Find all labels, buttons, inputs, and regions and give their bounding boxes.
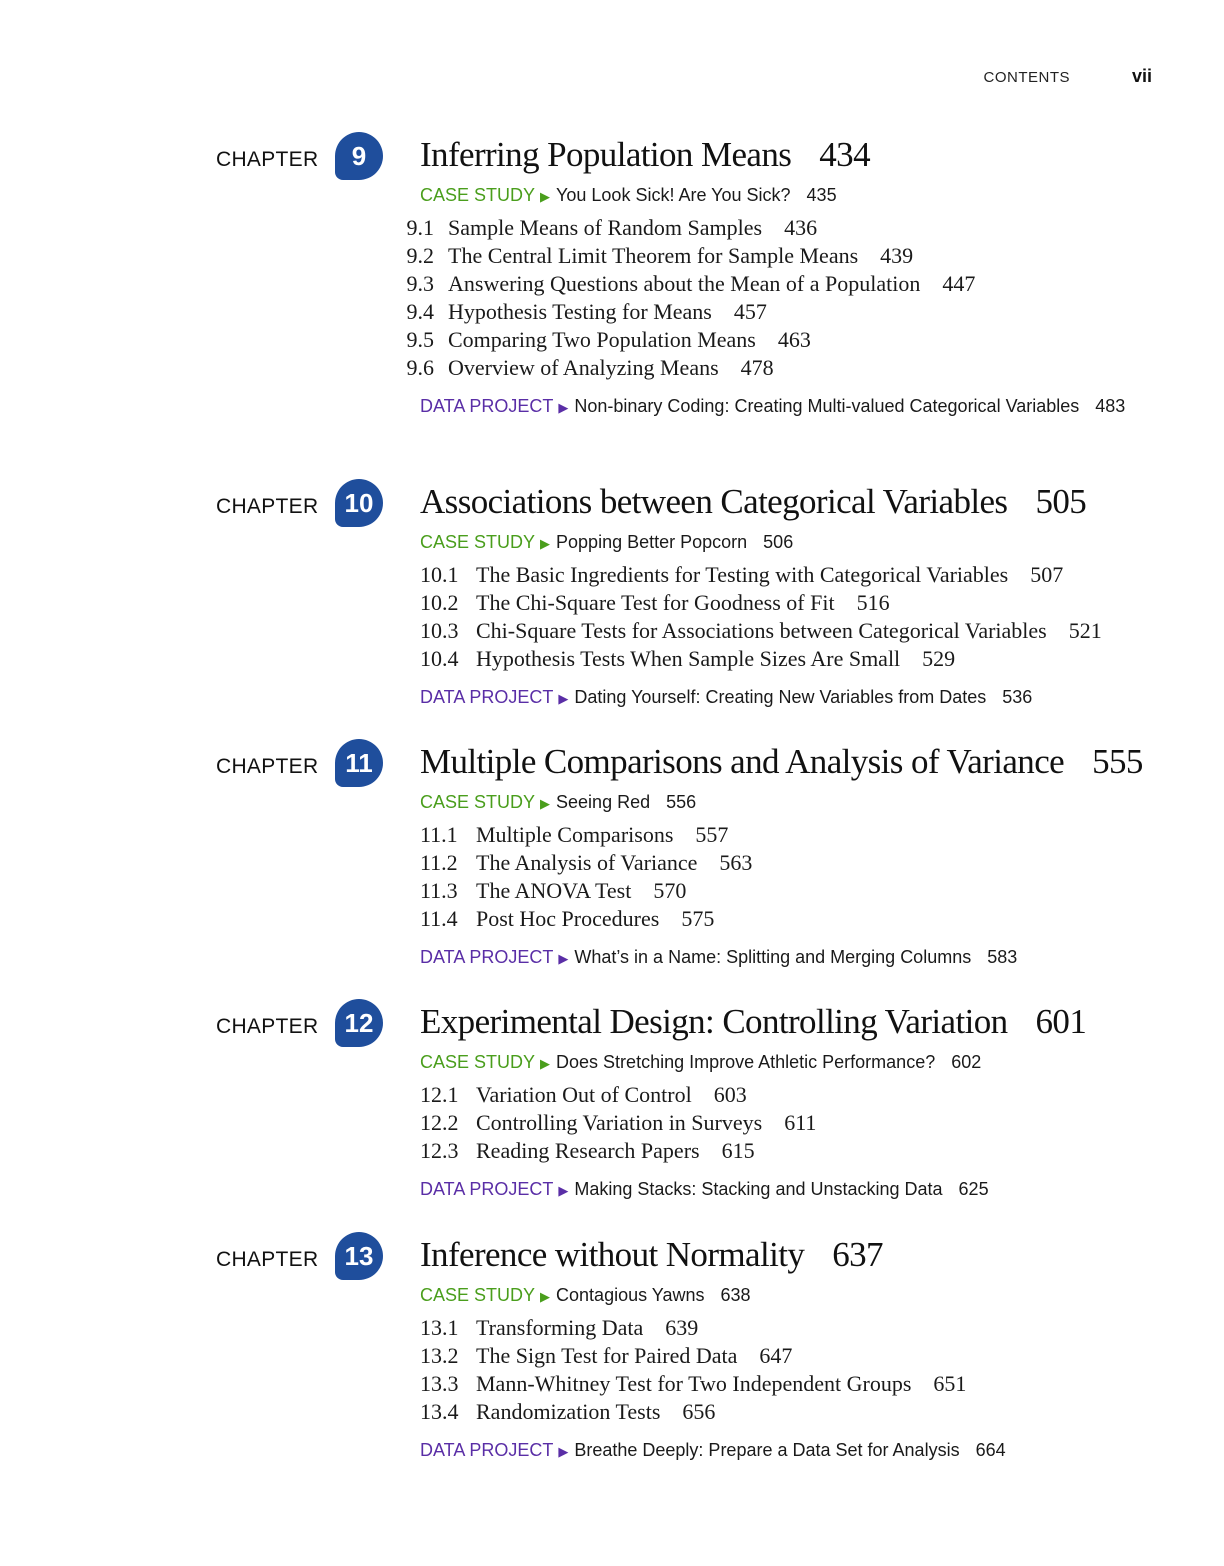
- section-entry[interactable]: [406, 354, 1164, 382]
- chapter-title-line[interactable]: [420, 999, 1164, 1045]
- section-title: Mann-Whitney Test for Two Independent Groups: [476, 1371, 912, 1396]
- data-project-label: DATA PROJECT: [420, 1440, 554, 1460]
- section-title: The Basic Ingredients for Testing with Categorical Variables: [476, 562, 1009, 587]
- section-number: 13.4: [420, 1399, 459, 1424]
- section-entry[interactable]: [420, 1109, 1164, 1137]
- section-entry[interactable]: [406, 242, 1164, 270]
- case-study-line[interactable]: [420, 1282, 1164, 1308]
- section-entry[interactable]: [420, 905, 1164, 933]
- data-project-page: 483: [1095, 396, 1126, 416]
- section-page: 447: [942, 271, 976, 296]
- section-number: 12.3: [420, 1138, 459, 1163]
- case-study-line[interactable]: [420, 789, 1164, 815]
- play-arrow-icon: ▶: [558, 400, 569, 415]
- section-entry[interactable]: [420, 589, 1164, 617]
- chapter-label: CHAPTER: [216, 148, 319, 171]
- section-number: 13.3: [420, 1371, 459, 1396]
- section-entry[interactable]: [420, 645, 1164, 673]
- data-project-label: DATA PROJECT: [420, 687, 554, 707]
- section-title: Answering Questions about the Mean of a Population: [448, 271, 921, 296]
- section-page: 615: [721, 1138, 755, 1163]
- section-title: The Sign Test for Paired Data: [476, 1343, 738, 1368]
- data-project-label: DATA PROJECT: [420, 1179, 554, 1199]
- chapter-title: Inferring Population Means: [420, 135, 792, 174]
- section-number: 10.4: [420, 646, 459, 671]
- chapter-title-line[interactable]: [420, 1232, 1164, 1278]
- section-entry[interactable]: [420, 821, 1164, 849]
- data-project-line[interactable]: [420, 943, 1164, 973]
- play-arrow-icon: ▶: [558, 951, 569, 966]
- chapter-label: CHAPTER: [216, 495, 319, 518]
- section-list: [406, 214, 1164, 382]
- section-entry[interactable]: [420, 1314, 1164, 1342]
- section-number: 10.1: [420, 562, 459, 587]
- section-page: 651: [933, 1371, 967, 1396]
- section-title: Controlling Variation in Surveys: [476, 1110, 763, 1135]
- play-arrow-icon: ▶: [540, 1289, 551, 1304]
- section-page: 570: [653, 878, 687, 903]
- chapter-title: Inference without Normality: [420, 1235, 805, 1274]
- section-title: Hypothesis Testing for Means: [448, 299, 712, 324]
- section-page: 557: [695, 822, 729, 847]
- running-head: [983, 66, 1152, 87]
- play-arrow-icon: ▶: [558, 1444, 569, 1459]
- section-entry[interactable]: [420, 877, 1164, 905]
- running-head-label: CONTENTS: [983, 69, 1070, 86]
- case-study-title: Contagious Yawns: [556, 1285, 705, 1305]
- case-study-line[interactable]: [420, 529, 1164, 555]
- chapter-label: CHAPTER: [216, 1248, 319, 1271]
- section-number: 11.4: [420, 906, 458, 931]
- chapter-number-badge: 10: [335, 479, 383, 527]
- section-title: Multiple Comparisons: [476, 822, 674, 847]
- case-study-title: Popping Better Popcorn: [556, 532, 748, 552]
- section-title: The Central Limit Theorem for Sample Means: [448, 243, 859, 268]
- data-project-line[interactable]: [420, 392, 1164, 422]
- section-page: 521: [1068, 618, 1102, 643]
- case-study-page: 506: [763, 532, 794, 552]
- play-arrow-icon: ▶: [558, 1183, 569, 1198]
- section-list: [420, 821, 1164, 933]
- section-entry[interactable]: [420, 1370, 1164, 1398]
- section-number: 10.2: [420, 590, 459, 615]
- section-number: 9.2: [406, 243, 434, 268]
- chapter-number-badge: 13: [335, 1232, 383, 1280]
- section-entry[interactable]: [406, 298, 1164, 326]
- case-study-label: CASE STUDY: [420, 1285, 536, 1305]
- case-study-label: CASE STUDY: [420, 532, 536, 552]
- section-title: The Analysis of Variance: [476, 850, 698, 875]
- data-project-page: 583: [987, 947, 1018, 967]
- case-study-label: CASE STUDY: [420, 792, 536, 812]
- section-title: Post Hoc Procedures: [476, 906, 660, 931]
- section-number: 11.1: [420, 822, 458, 847]
- section-page: 463: [777, 327, 811, 352]
- data-project-title: Dating Yourself: Creating New Variables from Dates: [574, 687, 987, 707]
- section-list: [420, 561, 1164, 673]
- page-number: vii: [1131, 66, 1152, 86]
- section-number: 9.4: [406, 299, 434, 324]
- chapter-title-line[interactable]: [420, 479, 1164, 525]
- section-number: 13.1: [420, 1315, 459, 1340]
- play-arrow-icon: ▶: [540, 796, 551, 811]
- section-page: 575: [681, 906, 715, 931]
- section-entry[interactable]: [420, 561, 1164, 589]
- section-entry[interactable]: [420, 1398, 1164, 1426]
- section-number: 9.6: [406, 355, 434, 380]
- section-number: 11.3: [420, 878, 458, 903]
- play-arrow-icon: ▶: [540, 536, 551, 551]
- section-list: [420, 1081, 1164, 1165]
- section-number: 12.2: [420, 1110, 459, 1135]
- section-title: Reading Research Papers: [476, 1138, 700, 1163]
- data-project-title: What’s in a Name: Splitting and Merging Columns: [574, 947, 972, 967]
- data-project-line[interactable]: [420, 1436, 1164, 1466]
- case-study-label: CASE STUDY: [420, 1052, 536, 1072]
- section-number: 13.2: [420, 1343, 459, 1368]
- section-title: The ANOVA Test: [476, 878, 632, 903]
- chapter-title: Multiple Comparisons and Analysis of Variance: [420, 742, 1065, 781]
- section-title: Chi-Square Tests for Associations between Categorical Variables: [476, 618, 1047, 643]
- section-title: Comparing Two Population Means: [448, 327, 756, 352]
- data-project-page: 664: [975, 1440, 1006, 1460]
- section-page: 656: [682, 1399, 716, 1424]
- play-arrow-icon: ▶: [540, 189, 551, 204]
- data-project-title: Breathe Deeply: Prepare a Data Set for Analysis: [574, 1440, 960, 1460]
- data-project-label: DATA PROJECT: [420, 947, 554, 967]
- case-study-line[interactable]: [420, 182, 1164, 208]
- data-project-line[interactable]: [420, 683, 1164, 713]
- section-title: Sample Means of Random Samples: [448, 215, 763, 240]
- section-page: 529: [922, 646, 956, 671]
- chapter-number-badge: 9: [335, 132, 383, 180]
- section-page: 639: [665, 1315, 699, 1340]
- section-page: 516: [856, 590, 890, 615]
- case-study-page: 602: [951, 1052, 982, 1072]
- case-study-line[interactable]: [420, 1049, 1164, 1075]
- section-page: 611: [784, 1110, 817, 1135]
- section-page: 436: [784, 215, 818, 240]
- case-study-title: Seeing Red: [556, 792, 651, 812]
- section-title: Transforming Data: [476, 1315, 644, 1340]
- chapter-number-badge: 11: [335, 739, 383, 787]
- section-title: Overview of Analyzing Means: [448, 355, 719, 380]
- section-number: 10.3: [420, 618, 459, 643]
- case-study-page: 556: [666, 792, 697, 812]
- chapter-page: 505: [1035, 482, 1087, 521]
- play-arrow-icon: ▶: [540, 1056, 551, 1071]
- case-study-page: 435: [806, 185, 837, 205]
- case-study-title: Does Stretching Improve Athletic Performance?: [556, 1052, 936, 1072]
- section-page: 478: [740, 355, 774, 380]
- section-page: 457: [733, 299, 767, 324]
- section-title: Hypothesis Tests When Sample Sizes Are Small: [476, 646, 901, 671]
- section-page: 507: [1030, 562, 1064, 587]
- section-number: 11.2: [420, 850, 458, 875]
- section-number: 9.5: [406, 327, 434, 352]
- chapter-title-line[interactable]: [420, 739, 1164, 785]
- section-title: The Chi-Square Test for Goodness of Fit: [476, 590, 835, 615]
- play-arrow-icon: ▶: [558, 691, 569, 706]
- section-entry[interactable]: [406, 270, 1164, 298]
- section-number: 9.1: [406, 215, 434, 240]
- section-list: [420, 1314, 1164, 1426]
- chapter-title: Experimental Design: Controlling Variation: [420, 1002, 1008, 1041]
- section-number: 12.1: [420, 1082, 459, 1107]
- chapter-title: Associations between Categorical Variables: [420, 482, 1008, 521]
- section-page: 439: [880, 243, 914, 268]
- case-study-label: CASE STUDY: [420, 185, 536, 205]
- section-entry[interactable]: [420, 1137, 1164, 1165]
- chapter-number-badge: 12: [335, 999, 383, 1047]
- chapter-page: 601: [1035, 1002, 1087, 1041]
- section-page: 647: [759, 1343, 793, 1368]
- data-project-page: 536: [1002, 687, 1033, 707]
- section-entry[interactable]: [406, 214, 1164, 242]
- section-entry[interactable]: [420, 1081, 1164, 1109]
- chapter-page: 555: [1092, 742, 1143, 781]
- data-project-title: Making Stacks: Stacking and Unstacking Data: [574, 1179, 943, 1199]
- case-study-page: 638: [720, 1285, 751, 1305]
- chapter-page: 637: [832, 1235, 883, 1274]
- case-study-title: You Look Sick! Are You Sick?: [556, 185, 791, 205]
- section-title: Variation Out of Control: [476, 1082, 692, 1107]
- section-page: 603: [713, 1082, 747, 1107]
- chapter-label: CHAPTER: [216, 1015, 319, 1038]
- data-project-line[interactable]: [420, 1175, 1164, 1205]
- section-entry[interactable]: [406, 326, 1164, 354]
- section-number: 9.3: [406, 271, 434, 296]
- section-entry[interactable]: [420, 849, 1164, 877]
- data-project-page: 625: [958, 1179, 989, 1199]
- section-page: 563: [719, 850, 753, 875]
- chapter-page: 434: [819, 135, 870, 174]
- chapter-label: CHAPTER: [216, 755, 319, 778]
- data-project-label: DATA PROJECT: [420, 396, 554, 416]
- section-title: Randomization Tests: [476, 1399, 661, 1424]
- chapter-title-line[interactable]: [420, 132, 1164, 178]
- data-project-title: Non-binary Coding: Creating Multi-valued Categorical Variables: [574, 396, 1080, 416]
- section-entry[interactable]: [420, 1342, 1164, 1370]
- section-entry[interactable]: [420, 617, 1164, 645]
